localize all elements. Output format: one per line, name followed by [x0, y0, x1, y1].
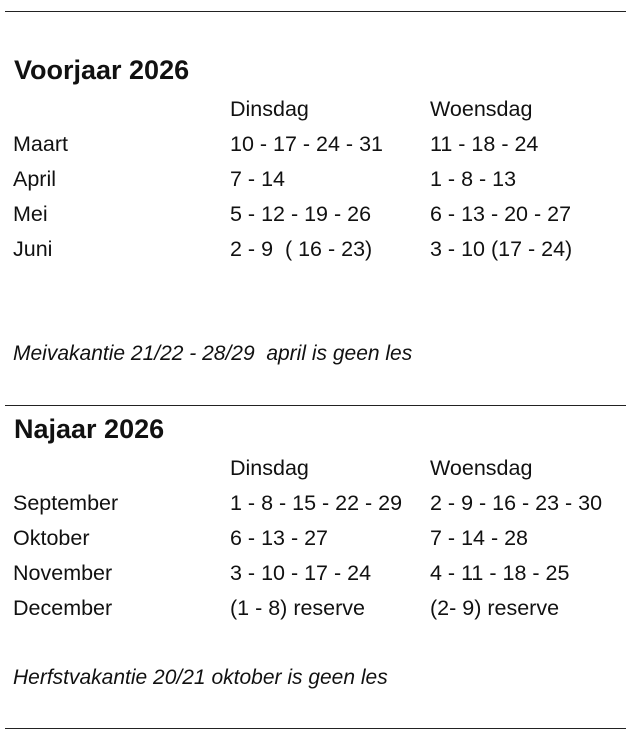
autumn-row-wednesday-dates: (2- 9) reserve — [430, 596, 560, 620]
spring-row-wednesday-dates: 6 - 13 - 20 - 27 — [430, 202, 572, 226]
spring-row-tuesday-dates: 2 - 9 ( 16 - 23) — [230, 237, 373, 261]
autumn-holiday-note: Herfstvakantie 20/21 oktober is geen les — [13, 666, 388, 689]
autumn-row-month: December — [13, 596, 113, 620]
autumn-row-wednesday-dates: 7 - 14 - 28 — [430, 526, 528, 550]
spring-row-month: Juni — [13, 237, 53, 261]
autumn-section-title: Najaar 2026 — [14, 414, 165, 444]
autumn-row-wednesday-dates: 2 - 9 - 16 - 23 - 30 — [430, 491, 603, 515]
spring-row-month: Maart — [13, 132, 68, 156]
autumn-row-month: November — [13, 561, 113, 585]
autumn-row-month: Oktober — [13, 526, 90, 550]
autumn-row-tuesday-dates: 1 - 8 - 15 - 22 - 29 — [230, 491, 403, 515]
autumn-row-wednesday-dates: 4 - 11 - 18 - 25 — [430, 561, 570, 585]
autumn-header-wednesday: Woensdag — [430, 456, 533, 480]
top-divider — [5, 11, 626, 12]
bottom-divider — [5, 728, 626, 729]
spring-section-title: Voorjaar 2026 — [14, 55, 190, 85]
spring-row-wednesday-dates: 11 - 18 - 24 — [430, 132, 539, 156]
autumn-row-tuesday-dates: (1 - 8) reserve — [230, 596, 366, 620]
spring-row-wednesday-dates: 1 - 8 - 13 — [430, 167, 517, 191]
spring-row-month: April — [13, 167, 57, 191]
autumn-header-tuesday: Dinsdag — [230, 456, 309, 480]
spring-row-tuesday-dates: 5 - 12 - 19 - 26 — [230, 202, 372, 226]
spring-holiday-note: Meivakantie 21/22 - 28/29 april is geen les — [13, 342, 413, 365]
autumn-row-tuesday-dates: 3 - 10 - 17 - 24 — [230, 561, 372, 585]
spring-row-month: Mei — [13, 202, 48, 226]
spring-row-wednesday-dates: 3 - 10 (17 - 24) — [430, 237, 573, 261]
spring-header-wednesday: Woensdag — [430, 97, 533, 121]
spring-header-tuesday: Dinsdag — [230, 97, 309, 121]
spring-row-tuesday-dates: 10 - 17 - 24 - 31 — [230, 132, 383, 156]
section-divider — [5, 405, 626, 406]
autumn-row-month: September — [13, 491, 119, 515]
spring-row-tuesday-dates: 7 - 14 — [230, 167, 285, 191]
autumn-row-tuesday-dates: 6 - 13 - 27 — [230, 526, 328, 550]
